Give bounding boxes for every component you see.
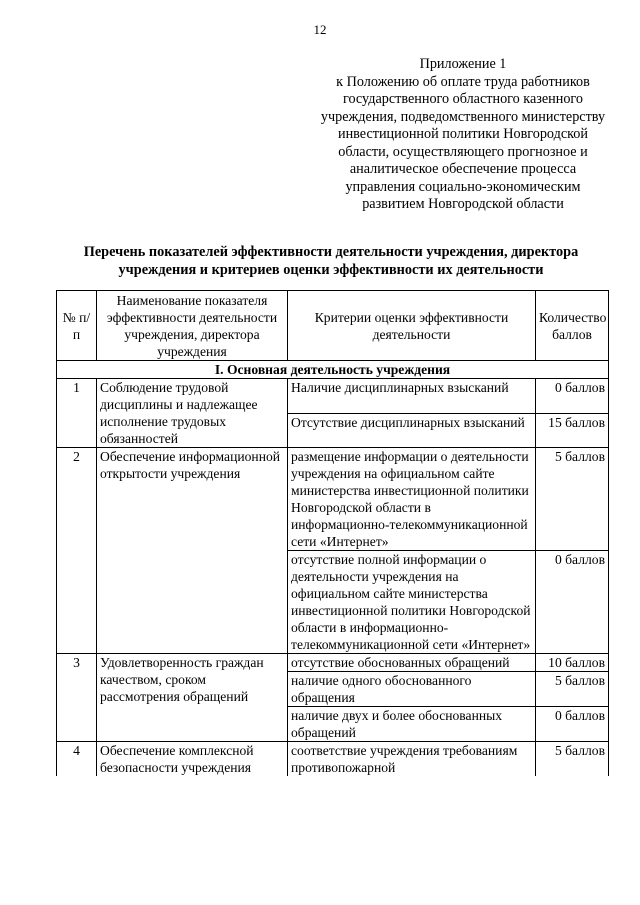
criterion-points: 15 баллов bbox=[536, 413, 609, 448]
indicator-name: Удовлетворенность граждан качеством, сроком рассмотрения обращений bbox=[97, 654, 288, 742]
header-criteria: Критерии оценки эффективности деятельности bbox=[288, 291, 536, 361]
appendix-block bbox=[318, 56, 608, 214]
criterion-text: отсутствие обоснованных обращений bbox=[288, 654, 536, 672]
row-number: 2 bbox=[57, 448, 97, 654]
criterion-text: Отсутствие дисциплинарных взысканий bbox=[288, 413, 536, 448]
criterion-points: 5 баллов bbox=[536, 448, 609, 551]
document-title: Перечень показателей эффективности деятельности учреждения, директора учреждения и критериев оценки эффективности их деятельности bbox=[83, 244, 579, 278]
table-row bbox=[57, 654, 609, 672]
criterion-points: 10 баллов bbox=[536, 654, 609, 672]
section-row bbox=[57, 361, 609, 379]
criterion-text: наличие одного обоснованного обращения bbox=[288, 672, 536, 707]
appendix-text: к Положению об оплате труда работников государственного областного казенного учреждения, подведомственного министерству инвестиционной политики Новгородской области, осуществляющего прогнозное и аналитическое обеспечение процесса управления социально-экономическим развитием Новгородской области bbox=[320, 73, 606, 212]
criterion-points: 0 баллов bbox=[536, 707, 609, 742]
row-number: 4 bbox=[57, 742, 97, 777]
header-num: № п/п bbox=[57, 291, 97, 361]
header-points: Количество баллов bbox=[536, 291, 609, 361]
header-name: Наименование показателя эффективности деятельности учреждения, директора учреждения bbox=[97, 291, 288, 361]
table-row bbox=[57, 379, 609, 414]
criterion-text: наличие двух и более обоснованных обращений bbox=[288, 707, 536, 742]
criterion-text: отсутствие полной информации о деятельности учреждения на официальном сайте министерства инвестиционной политики Новгородской области в информационно-телекоммуникационной сети «Интернет» bbox=[288, 551, 536, 654]
criterion-points: 5 баллов bbox=[536, 742, 609, 777]
appendix-heading: Приложение 1 bbox=[419, 56, 507, 72]
indicator-name: Обеспечение информационной открытости учреждения bbox=[97, 448, 288, 654]
criterion-points: 5 баллов bbox=[536, 672, 609, 707]
indicator-name: Соблюдение трудовой дисциплины и надлежащее исполнение трудовых обязанностей bbox=[97, 379, 288, 448]
table-row bbox=[57, 742, 609, 777]
row-number: 3 bbox=[57, 654, 97, 742]
section-title: I. Основная деятельность учреждения bbox=[57, 361, 609, 379]
criterion-text: размещение информации о деятельности учреждения на официальном сайте министерства инвестиционной политики Новгородской области в информационно-телекоммуникационной сети «Интернет» bbox=[288, 448, 536, 551]
row-number: 1 bbox=[57, 379, 97, 448]
criterion-points: 0 баллов bbox=[536, 379, 609, 414]
criteria-table bbox=[56, 290, 609, 776]
criterion-points: 0 баллов bbox=[536, 551, 609, 654]
page-number: 12 bbox=[313, 22, 327, 37]
criterion-text: Наличие дисциплинарных взысканий bbox=[288, 379, 536, 414]
table-header-row bbox=[57, 291, 609, 361]
indicator-name: Обеспечение комплексной безопасности учреждения bbox=[97, 742, 288, 777]
table-row bbox=[57, 448, 609, 551]
criterion-text: соответствие учреждения требованиям противопожарной bbox=[288, 742, 536, 777]
